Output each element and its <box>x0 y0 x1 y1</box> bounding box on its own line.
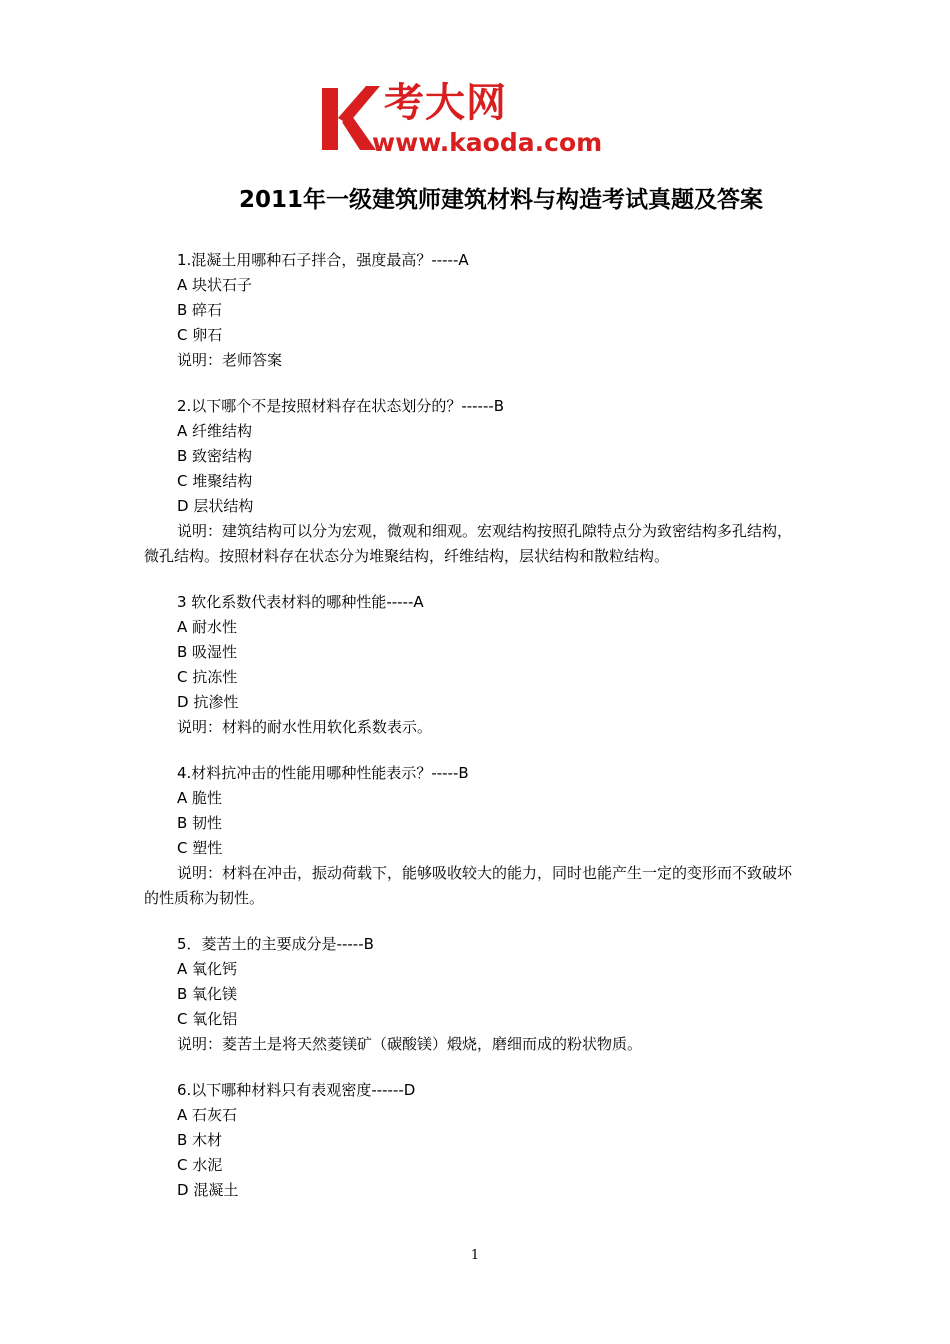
option: A 氧化钙 <box>177 960 238 978</box>
question-text: 5．菱苦土的主要成分是-----B <box>177 935 374 953</box>
question-3 <box>144 590 804 740</box>
question-text: 6.以下哪种材料只有表观密度------D <box>177 1081 416 1099</box>
explanation: 说明：建筑结构可以分为宏观，微观和细观。宏观结构按照孔隙特点分为致密结构多孔结构，微孔结构。按照材料存在状态分为堆聚结构，纤维结构，层状结构和散粒结构。 <box>144 522 793 565</box>
option: C 塑性 <box>177 839 223 857</box>
option: A 脆性 <box>177 789 223 807</box>
question-text: 4.材料抗冲击的性能用哪种性能表示？-----B <box>177 764 469 782</box>
logo-brand-text: 考大网 <box>384 80 507 126</box>
explanation: 说明：菱苦土是将天然菱镁矿（碳酸镁）煅烧，磨细而成的粉状物质。 <box>177 1035 643 1053</box>
question-1 <box>144 248 804 373</box>
page-number: 1 <box>470 1248 480 1263</box>
option: B 韧性 <box>177 814 223 832</box>
option: D 抗渗性 <box>177 693 239 711</box>
option: B 氧化镁 <box>177 985 238 1003</box>
option: C 堆聚结构 <box>177 472 253 490</box>
option: D 层状结构 <box>177 497 254 515</box>
option: C 水泥 <box>177 1156 223 1174</box>
logo-url-text: www.kaoda.com <box>372 128 603 157</box>
question-2 <box>144 394 804 569</box>
question-6 <box>144 1078 804 1203</box>
option: C 卵石 <box>177 326 223 344</box>
option: B 木材 <box>177 1131 223 1149</box>
question-4 <box>144 761 804 911</box>
option: A 块状石子 <box>177 276 253 294</box>
explanation: 说明：材料的耐水性用软化系数表示。 <box>177 718 433 736</box>
question-list <box>144 248 804 1224</box>
page-title: 2011年一级建筑师建筑材料与构造考试真题及答案 <box>238 187 763 213</box>
explanation: 说明：老师答案 <box>177 351 283 369</box>
option: C 氧化铝 <box>177 1010 238 1028</box>
question-text: 3 软化系数代表材料的哪种性能-----A <box>177 593 424 611</box>
explanation: 说明：材料在冲击，振动荷载下，能够吸收较大的能力，同时也能产生一定的变形而不致破坏的性质称为韧性。 <box>144 864 793 907</box>
option: D 混凝土 <box>177 1181 239 1199</box>
question-text: 2.以下哪个不是按照材料存在状态划分的？------B <box>177 397 505 415</box>
question-text: 1.混凝土用哪种石子拌合，强度最高？-----A <box>177 251 469 269</box>
question-5 <box>144 932 804 1057</box>
option: B 碎石 <box>177 301 223 319</box>
kaoda-logo <box>318 80 640 160</box>
option: A 耐水性 <box>177 618 238 636</box>
option: A 石灰石 <box>177 1106 238 1124</box>
option: B 吸湿性 <box>177 643 238 661</box>
option: B 致密结构 <box>177 447 253 465</box>
option: C 抗冻性 <box>177 668 238 686</box>
option: A 纤维结构 <box>177 422 253 440</box>
